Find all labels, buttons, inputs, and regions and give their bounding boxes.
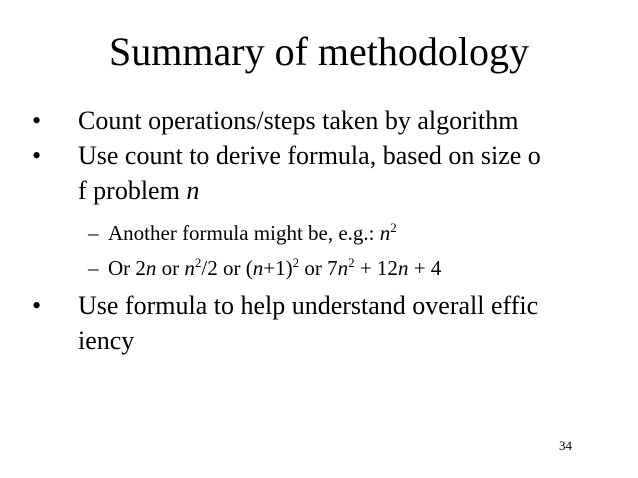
bullet-text-line-2	[78, 175, 199, 207]
bullet-mark: •	[32, 291, 42, 320]
bullet-text-line-1: Use count to derive formula, based on size o	[78, 141, 541, 170]
text-run: +1)	[263, 256, 293, 280]
slide-page-number: 34	[559, 438, 572, 453]
italic-variable-n: n	[145, 256, 157, 280]
bullet-text-line-2: iency	[78, 326, 135, 355]
italic-variable-n: n	[397, 256, 409, 280]
dash-mark: –	[88, 256, 99, 280]
sub-bullet-prefix: Another formula might be, e.g.:	[108, 221, 380, 245]
italic-variable-n: n	[379, 221, 391, 245]
exponent: 2	[292, 255, 300, 270]
text-run: + 4	[408, 256, 442, 280]
bullet-text-line-2-prefix: f problem	[78, 176, 187, 205]
italic-variable-n: n	[252, 256, 264, 280]
dash-mark: –	[88, 221, 99, 245]
slide-title: Summary of methodology	[109, 29, 529, 74]
text-run: + 12	[354, 256, 398, 280]
exponent: 2	[194, 255, 202, 270]
bullet-text-line-1: Count operations/steps taken by algorithm	[78, 106, 519, 135]
sub-bullet-text	[108, 254, 441, 282]
bullet-mark: •	[32, 141, 42, 170]
italic-variable-n: n	[184, 256, 195, 280]
bullet-mark: •	[32, 106, 42, 135]
text-run: or 7	[299, 256, 338, 280]
italic-variable-n: n	[186, 176, 200, 205]
italic-variable-n: n	[337, 256, 349, 280]
exponent: 2	[348, 255, 355, 270]
exponent: 2	[390, 220, 397, 235]
bullet-text-line-1: Use formula to help understand overall effic	[78, 291, 539, 320]
sub-bullet-text	[108, 219, 397, 247]
text-run: Or 2	[108, 256, 146, 280]
text-run: or	[156, 256, 185, 280]
text-run: /2 or (	[201, 256, 253, 280]
